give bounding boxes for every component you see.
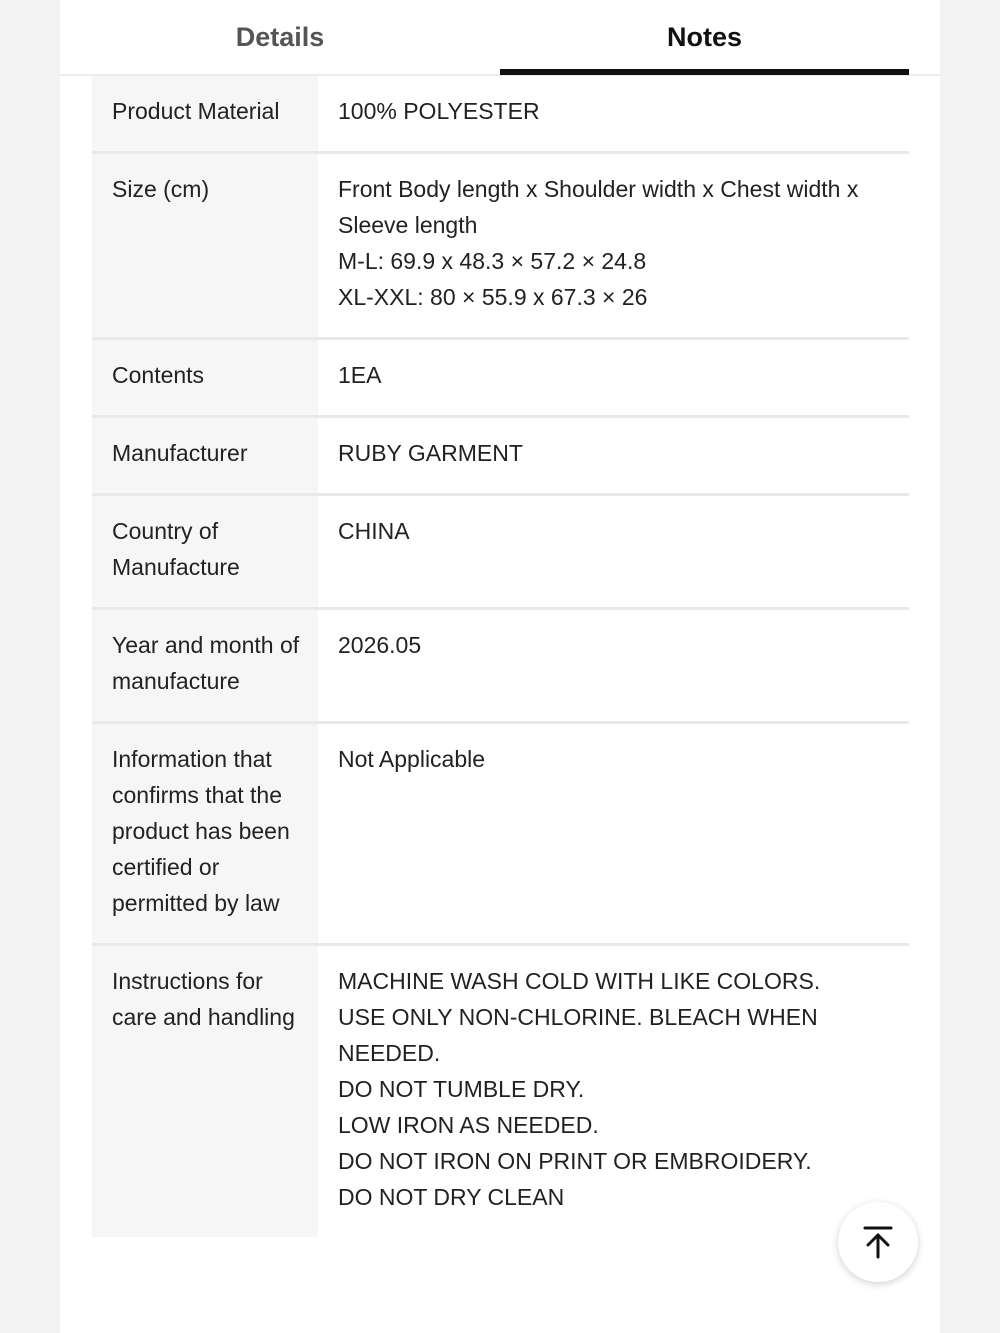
value-line: Not Applicable: [338, 746, 486, 772]
row-value: [318, 417, 909, 495]
row-value: [318, 723, 909, 945]
value-line: 100% POLYESTER: [338, 98, 540, 124]
row-label: Size (cm): [92, 153, 318, 339]
row-label: Product Material: [92, 76, 318, 153]
table-row: [92, 609, 909, 723]
value-line: USE ONLY NON-CHLORINE. BLEACH WHEN NEEDED.: [338, 1004, 818, 1066]
row-value: [318, 609, 909, 723]
table-row: [92, 417, 909, 495]
tab-notes[interactable]: Notes: [500, 0, 909, 74]
tab-bar: [60, 0, 940, 76]
row-value: [318, 945, 909, 1238]
table-row: [92, 723, 909, 945]
row-label: Contents: [92, 339, 318, 417]
value-line: DO NOT TUMBLE DRY.: [338, 1076, 585, 1102]
row-value: [318, 76, 909, 153]
value-line: 2026.05: [338, 632, 422, 658]
value-line: XL-XXL: 80 × 55.9 x 67.3 × 26: [338, 284, 648, 310]
value-line: Front Body length x Shoulder width x Chest width x Sleeve length: [338, 176, 859, 238]
value-line: DO NOT DRY CLEAN: [338, 1184, 565, 1210]
row-label: Country of Manufacture: [92, 495, 318, 609]
value-line: M-L: 69.9 x 48.3 × 57.2 × 24.8: [338, 248, 647, 274]
table-row: [92, 153, 909, 339]
value-line: CHINA: [338, 518, 410, 544]
row-value: [318, 339, 909, 417]
tab-details[interactable]: Details: [235, 21, 325, 52]
row-label: Manufacturer: [92, 417, 318, 495]
value-line: RUBY GARMENT: [338, 440, 523, 466]
value-line: 1EA: [338, 362, 382, 388]
row-label: Year and month of manufacture: [92, 609, 318, 723]
row-value: [318, 495, 909, 609]
scroll-to-top-button[interactable]: [838, 1202, 918, 1282]
product-info-sheet: [60, 0, 940, 1333]
value-line: LOW IRON AS NEEDED.: [338, 1112, 599, 1138]
table-row: [92, 76, 909, 153]
value-line: MACHINE WASH COLD WITH LIKE COLORS.: [338, 968, 821, 994]
value-line: DO NOT IRON ON PRINT OR EMBROIDERY.: [338, 1148, 812, 1174]
row-value: [318, 153, 909, 339]
table-row: [92, 495, 909, 609]
row-label: Instructions for care and handling: [92, 945, 318, 1238]
row-label: Information that confirms that the product has been certified or permitted by law: [92, 723, 318, 945]
table-row: [92, 339, 909, 417]
product-notes-table: [92, 76, 909, 1237]
arrow-up-to-top-icon: [862, 1225, 894, 1259]
table-row: [92, 945, 909, 1238]
